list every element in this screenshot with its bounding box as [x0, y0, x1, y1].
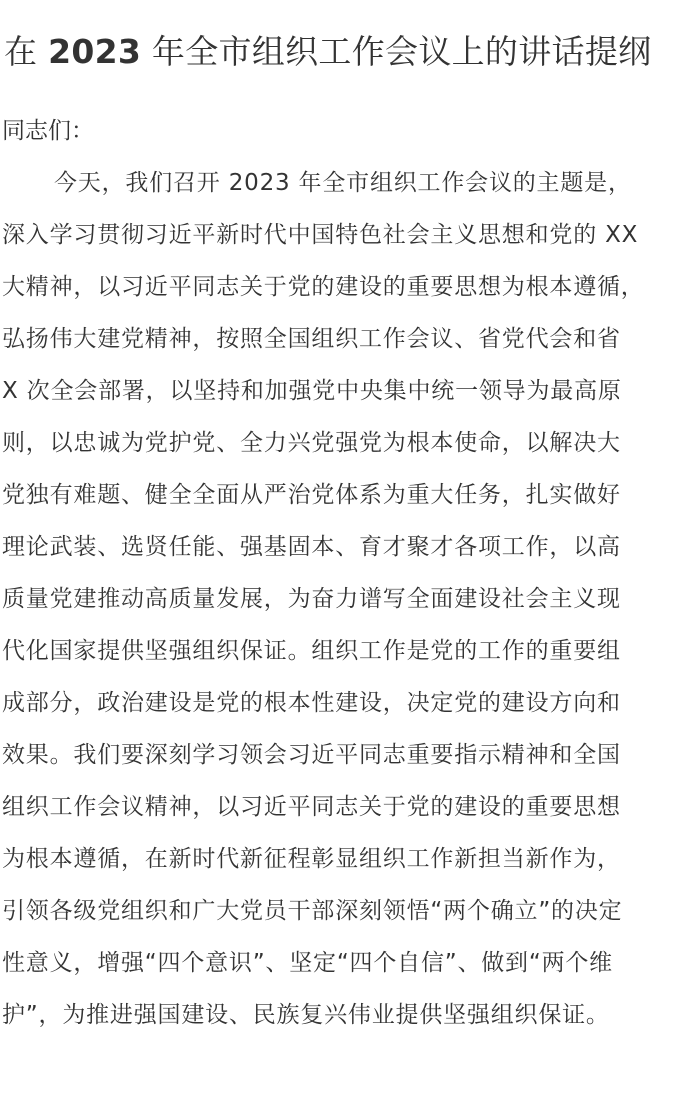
body-line: X 次全会部署，以坚持和加强党中央集中统一领导为最高原 [2, 378, 622, 404]
body-line: 理论武装、选贤任能、强基固本、育才聚才各项工作，以高 [2, 534, 621, 560]
body-line: 弘扬伟大建党精神，按照全国组织工作会议、省党代会和省 [2, 326, 621, 352]
body-line: 大精神，以习近平同志关于党的建设的重要思想为根本遵循， [2, 274, 645, 300]
title-prefix: 在 [4, 32, 49, 71]
document-title [4, 28, 651, 76]
body-paragraph [2, 165, 692, 1049]
body-line: 则，以忠诚为党护党、全力兴党强党为根本使命，以解决大 [2, 430, 621, 456]
salutation: 同志们： [2, 118, 94, 144]
body-line: 代化国家提供坚强组织保证。组织工作是党的工作的重要组 [2, 638, 621, 664]
body-line: 今天，我们召开 2023 年全市组织工作会议的主题是， [54, 170, 632, 196]
title-year: 2023 [48, 32, 142, 71]
body-line: 质量党建推动高质量发展，为奋力谱写全面建设社会主义现 [2, 586, 621, 612]
body-line: 护”，为推进强国建设、民族复兴伟业提供坚强组织保证。 [2, 1002, 610, 1028]
body-line: 深入学习贯彻习近平新时代中国特色社会主义思想和党的 XX [2, 222, 639, 248]
body-line: 为根本遵循，在新时代新征程彰显组织工作新担当新作为， [2, 846, 621, 872]
body-line: 组织工作会议精神，以习近平同志关于党的建设的重要思想 [2, 794, 621, 820]
body-line: 性意义，增强“四个意识”、坚定“四个自信”、做到“两个维 [2, 950, 613, 976]
body-line: 引领各级党组织和广大党员干部深刻领悟“两个确立”的决定 [2, 898, 623, 924]
body-line: 效果。我们要深刻学习领会习近平同志重要指示精神和全国 [2, 742, 621, 768]
title-suffix: 年全市组织工作会议上的讲话提纲 [141, 32, 652, 71]
body-line: 成部分，政治建设是党的根本性建设，决定党的建设方向和 [2, 690, 621, 716]
body-line: 党独有难题、健全全面从严治党体系为重大任务，扎实做好 [2, 482, 621, 508]
